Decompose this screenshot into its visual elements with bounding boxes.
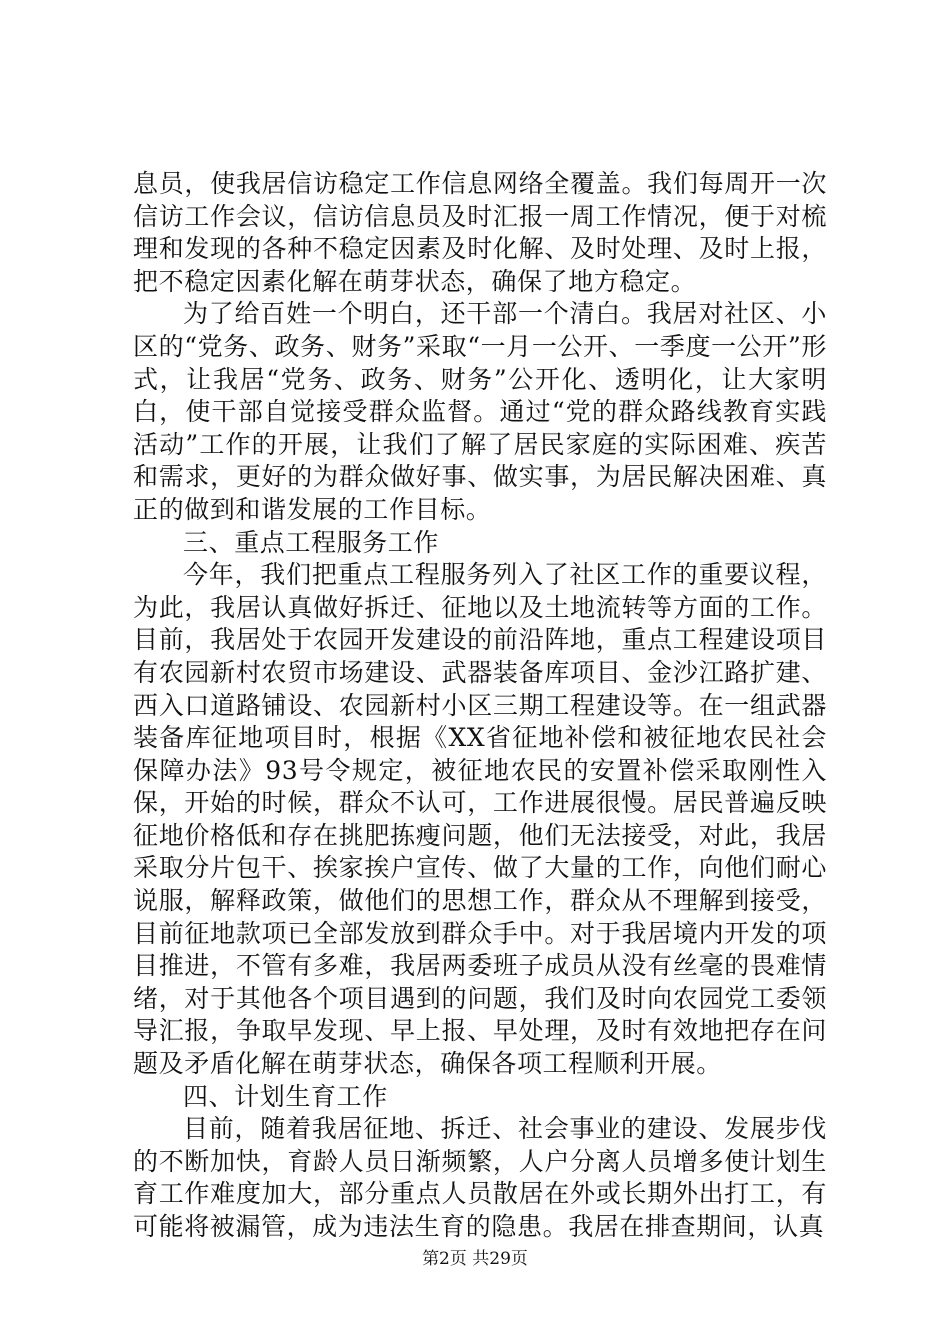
page-footer: 第2页 共29页 (422, 1249, 528, 1269)
section-heading-family-planning: 四、计划生育工作 (183, 1081, 388, 1111)
document-body (133, 168, 827, 1244)
paragraph-key-projects: 今年，我们把重点工程服务列入了社区工作的重要议程，为此，我居认真做好拆迁、征地以及土地流转等方面的工作。目前，我居处于农园开发建设的前沿阵地，重点工程建设项目有农园新村农贸市场建设、武器装备库项目、金沙江路扩建、西入口道路铺设、农园新村小区三期工程建设等。在一组武器装备库征地项目时，根据《XX省征地补偿和被征地农民社会保障办法》93号令规定，被征地农民的安置补偿采取刚性入保，开始的时候，群众不认可，工作进展很慢。居民普遍反映征地价格低和存在挑肥拣瘦问题，他们无法接受，对此，我居采取分片包干、挨家挨户宣传、做了大量的工作，向他们耐心说服，解释政策，做他们的思想工作，群众从不理解到接受，目前征地款项已全部发放到群众手中。对于我居境内开发的项目推进，不管有多难，我居两委班子成员从没有丝毫的畏难情绪，对于其他各个项目遇到的问题，我们及时向农园党工委领导汇报，争取早发现、早上报、早处理，及时有效地把存在问题及矛盾化解在萌芽状态，确保各项工程顺利开展。 (133, 560, 827, 1079)
paragraph-family-planning: 目前，随着我居征地、拆迁、社会事业的建设、发展步伐的不断加快，育龄人员日渐频繁，人户分离人员增多使计划生育工作难度加大，部分重点人员散居在外或长期外出打工，有可能将被漏管，成为违法生育的隐患。我居在排查期间，认真 (133, 1114, 827, 1241)
paragraph-continuation: 息员，使我居信访稳定工作信息网络全覆盖。我们每周开一次信访工作会议，信访信息员及时汇报一周工作情况，便于对梳理和发现的各种不稳定因素及时化解、及时处理、及时上报，把不稳定因素化解在萌芽状态，确保了地方稳定。 (133, 169, 827, 296)
section-heading-key-projects: 三、重点工程服务工作 (183, 527, 440, 557)
paragraph-disclosure: 为了给百姓一个明白，还干部一个清白。我居对社区、小区的“党务、政务、财务”采取“一月一公开、一季度一公开”形式，让我居“党务、政务、财务”公开化、透明化，让大家明白，使干部自觉接受群众监督。通过“党的群众路线教育实践活动”工作的开展，让我们了解了居民家庭的实际困难、疾苦和需求，更好的为群众做好事、做实事，为居民解决困难、真正的做到和谐发展的工作目标。 (133, 299, 827, 524)
